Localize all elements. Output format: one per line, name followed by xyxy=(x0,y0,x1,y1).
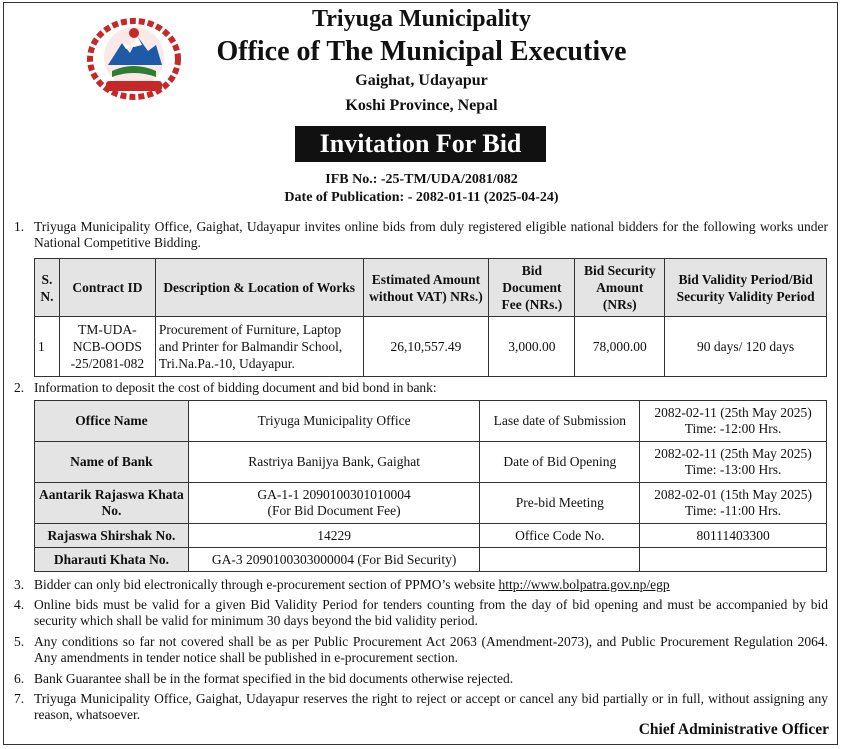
opening-time: Time: -13:00 Hrs. xyxy=(684,462,782,477)
clause-text: Triyuga Municipality Office, Gaighat, Udayapur reserves the right to reject or accept or cancel any bid partially or in full, without assigning any reason, whatsoever. xyxy=(34,691,828,722)
clause-number: 6. xyxy=(14,671,25,686)
bid-table-header-row xyxy=(35,259,827,317)
shirshak-label: Rajaswa Shirshak No. xyxy=(35,524,189,548)
table-row xyxy=(35,401,827,442)
clause-7 xyxy=(14,691,828,723)
office-code-value: 80111403300 xyxy=(640,524,827,548)
office-name-value: Triyuga Municipality Office xyxy=(188,401,480,442)
cell-bid-fee: 3,000.00 xyxy=(489,317,575,377)
clause-number: 7. xyxy=(14,691,25,706)
office-title: Office of The Municipal Executive xyxy=(216,36,627,67)
col-description: Description & Location of Works xyxy=(155,259,363,317)
bid-table xyxy=(34,258,827,377)
table-row xyxy=(35,548,827,572)
submission-time: Time: -12:00 Hrs. xyxy=(684,421,782,436)
clause-number: 5. xyxy=(14,634,25,649)
municipality-title: Triyuga Municipality xyxy=(312,6,531,32)
ifb-number: IFB No.: -25-TM/UDA/2081/082 xyxy=(325,172,518,187)
cell-bid-security: 78,000.00 xyxy=(575,317,665,377)
bank-name-label: Name of Bank xyxy=(35,442,189,483)
col-sn: S. N. xyxy=(35,259,60,317)
col-bid-security: Bid Security Amount (NRs) xyxy=(575,259,665,317)
clause-text xyxy=(34,577,828,593)
bank-name-value: Rastriya Banijya Bank, Gaighat xyxy=(188,442,480,483)
cell-sn: 1 xyxy=(35,317,60,377)
clause-3 xyxy=(14,577,828,593)
office-name-label: Office Name xyxy=(35,401,189,442)
clause-text: Bank Guarantee shall be in the format specified in the bid documents otherwise rejected. xyxy=(34,671,514,686)
table-row xyxy=(35,483,827,524)
clause-5 xyxy=(14,634,828,666)
submission-date: 2082-02-11 (25th May 2025) xyxy=(654,405,812,420)
clause-1 xyxy=(14,219,828,251)
clause-4 xyxy=(14,597,828,629)
egp-link[interactable]: http://www.bolpatra.gov.np/egp xyxy=(498,577,670,592)
col-validity: Bid Validity Period/Bid Security Validity Period xyxy=(665,259,827,317)
opening-label: Date of Bid Opening xyxy=(480,442,640,483)
clause-3-text: Bidder can only bid electronically through e-procurement section of PPMO’s website xyxy=(34,577,499,592)
clause-number: 4. xyxy=(14,597,25,612)
col-bid-fee: Bid Document Fee (NRs.) xyxy=(489,259,575,317)
clause-text: Online bids must be valid for a given Bid Validity Period for tenders counting from the day of bid opening and must be accompanied by bid security which shall be valid for minimum 30 days beyond the bid validity period. xyxy=(34,597,828,628)
table-row xyxy=(35,524,827,548)
col-contract-id: Contract ID xyxy=(59,259,155,317)
office-code-label: Office Code No. xyxy=(480,524,640,548)
clause-text: Triyuga Municipality Office, Gaighat, Udayapur invites online bids from duly registered eligible national bidders for the following works under National Competitive Bidding. xyxy=(34,219,828,250)
prebid-label: Pre-bid Meeting xyxy=(480,483,640,524)
clause-number: 2. xyxy=(14,380,25,395)
cell-description: Procurement of Furniture, Laptop and Printer for Balmandir School, Tri.Na.Pa.-10, Udayapur. xyxy=(155,317,363,377)
prebid-schedule xyxy=(640,483,827,524)
table-row xyxy=(35,317,827,377)
opening-deadline xyxy=(640,442,827,483)
submission-deadline xyxy=(640,401,827,442)
prebid-time: Time: -11:00 Hrs. xyxy=(685,503,782,518)
table-row xyxy=(35,442,827,483)
shirshak-value: 14229 xyxy=(188,524,480,548)
cell-validity: 90 days/ 120 days xyxy=(665,317,827,377)
khata-cell xyxy=(188,483,480,524)
prebid-date: 2082-02-01 (15th May 2025) xyxy=(654,487,813,502)
bank-info-table xyxy=(34,400,827,572)
cell-contract-id: TM-UDA-NCB-OODS -25/2081-082 xyxy=(59,317,155,377)
clause-number: 3. xyxy=(14,577,25,592)
empty-cell xyxy=(480,548,640,572)
khata-label: Aantarik Rajaswa Khata No. xyxy=(35,483,189,524)
notice-title-banner: Invitation For Bid xyxy=(295,126,546,162)
empty-cell xyxy=(640,548,827,572)
clause-2 xyxy=(14,380,828,396)
address-line-1: Gaighat, Udayapur xyxy=(355,72,488,89)
clause-6 xyxy=(14,671,828,687)
clause-text: Information to deposit the cost of bidding document and bid bond in bank: xyxy=(34,380,437,395)
opening-date: 2082-02-11 (25th May 2025) xyxy=(654,446,812,461)
address-line-2: Koshi Province, Nepal xyxy=(345,97,498,114)
signatory-title: Chief Administrative Officer xyxy=(638,721,829,738)
col-estimated-amount: Estimated Amount without VAT) NRs.) xyxy=(363,259,489,317)
khata-value: GA-1-1 2090100301010004 xyxy=(257,487,411,502)
clause-number: 1. xyxy=(14,219,25,234)
cell-estimated-amount: 26,10,557.49 xyxy=(363,317,489,377)
khata-note: (For Bid Document Fee) xyxy=(267,503,401,518)
publication-date: Date of Publication: - 2082-01-11 (2025-04-24) xyxy=(284,190,559,205)
clause-text: Any conditions so far not covered shall be as per Public Procurement Act 2063 (Amendment-2073), and Public Procurement Regulation 2064. Any amendments in tender notice shall be published in e-procurement section. xyxy=(34,634,828,665)
dharauti-value: GA-3 2090100303000004 (For Bid Security) xyxy=(188,548,480,572)
submission-label: Lase date of Submission xyxy=(480,401,640,442)
dharauti-label: Dharauti Khata No. xyxy=(35,548,189,572)
